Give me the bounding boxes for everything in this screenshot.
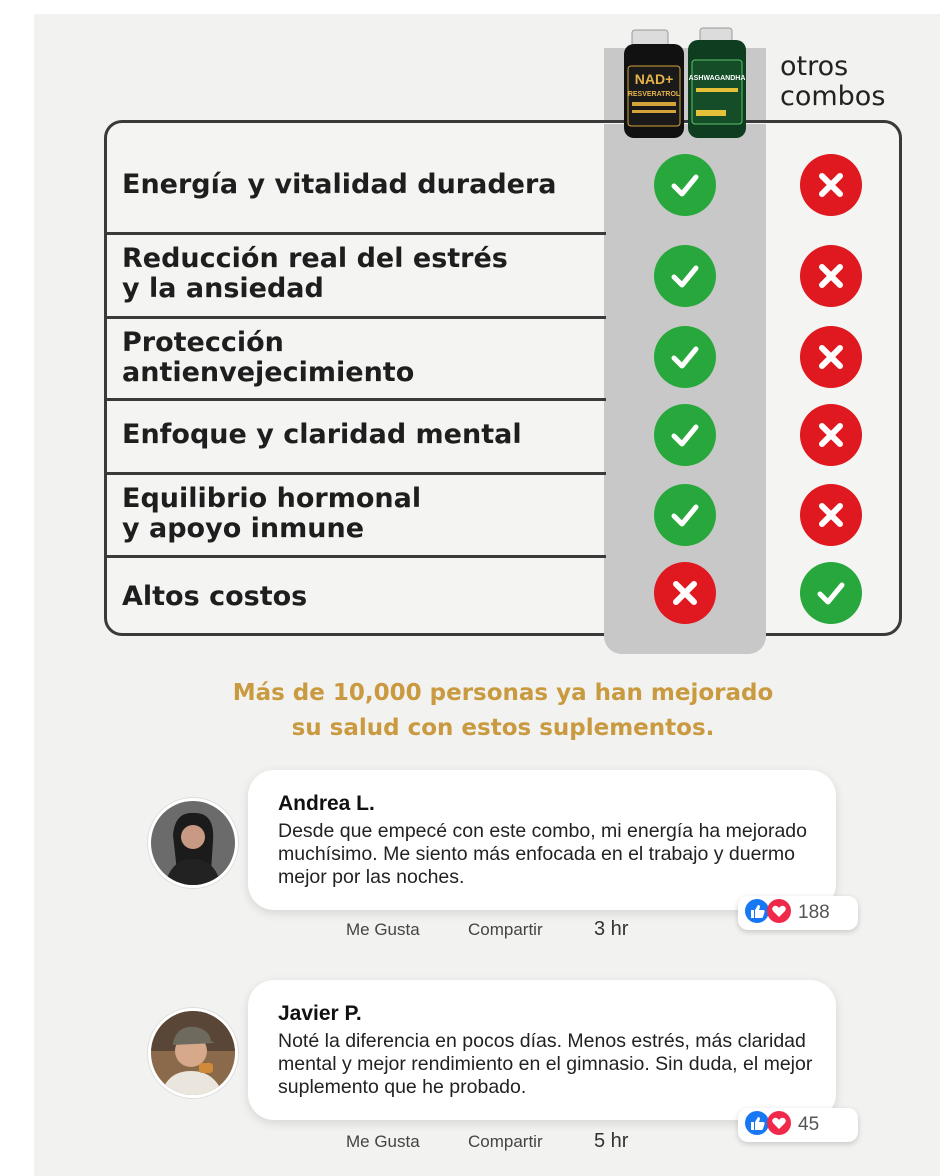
- row-divider: [106, 555, 606, 558]
- row-divider: [106, 472, 606, 475]
- check-icon: [800, 562, 862, 624]
- supplement-bottles-image: [620, 26, 750, 138]
- share-button[interactable]: Compartir: [468, 1132, 543, 1151]
- bottle1-sub: RESVERATROL: [627, 91, 681, 98]
- review-bubble: [248, 770, 836, 910]
- cross-icon: [800, 245, 862, 307]
- review-text: Noté la diferencia en pocos días. Menos estrés, más claridad mental y mejor rendimiento en el gimnasio. Sin duda, el mejor suplemento que he probado.: [278, 1030, 813, 1098]
- avatar-javier-image: [151, 1011, 235, 1095]
- reviewer-name[interactable]: Javier P.: [278, 1002, 362, 1025]
- check-icon: [654, 404, 716, 466]
- social-proof-headline: Más de 10,000 personas ya han mejorado su salud con estos suplementos.: [232, 680, 774, 741]
- feature-cost: Altos costos: [122, 581, 308, 612]
- review-bubble: [248, 980, 836, 1120]
- feature-hormonal: Equilibrio hormonal y apoyo inmune: [122, 483, 422, 544]
- cross-icon: [654, 562, 716, 624]
- like-button[interactable]: Me Gusta: [346, 1132, 420, 1151]
- other-combos-label: otros combos: [780, 51, 886, 112]
- review-text: Desde que empecé con este combo, mi energía ha mejorado muchísimo. Me siento más enfocada en el trabajo y duermo mejor por las noches.: [278, 820, 807, 888]
- feature-focus: Enfoque y claridad mental: [122, 419, 522, 450]
- review-time: 3 hr: [594, 918, 629, 940]
- avatar[interactable]: [148, 1008, 238, 1098]
- reaction-count: 188: [798, 902, 830, 923]
- cross-icon: [800, 404, 862, 466]
- reviewer-name[interactable]: Andrea L.: [278, 792, 375, 815]
- cross-icon: [800, 484, 862, 546]
- share-button[interactable]: Compartir: [468, 920, 543, 939]
- bottle2-brand: ASHWAGANDHA: [688, 75, 746, 82]
- check-icon: [654, 245, 716, 307]
- bottle1-brand: NAD+: [634, 71, 674, 87]
- row-divider: [106, 316, 606, 319]
- reaction-summary[interactable]: [738, 1108, 858, 1142]
- cross-icon: [800, 326, 862, 388]
- avatar[interactable]: [148, 798, 238, 888]
- like-button[interactable]: Me Gusta: [346, 920, 420, 939]
- check-icon: [654, 484, 716, 546]
- row-divider: [106, 232, 606, 235]
- love-icon: [766, 898, 792, 928]
- reaction-summary[interactable]: [738, 896, 858, 930]
- reaction-count: 45: [798, 1114, 820, 1135]
- feature-energy: Energía y vitalidad duradera: [122, 169, 557, 200]
- review-time: 5 hr: [594, 1130, 629, 1152]
- row-divider: [106, 398, 606, 401]
- feature-stress: Reducción real del estrés y la ansiedad: [122, 243, 508, 304]
- avatar-andrea-image: [151, 801, 235, 885]
- cross-icon: [800, 154, 862, 216]
- check-icon: [654, 326, 716, 388]
- feature-antiaging: Protección antienvejecimiento: [122, 327, 415, 388]
- check-icon: [654, 154, 716, 216]
- love-icon: [766, 1110, 792, 1140]
